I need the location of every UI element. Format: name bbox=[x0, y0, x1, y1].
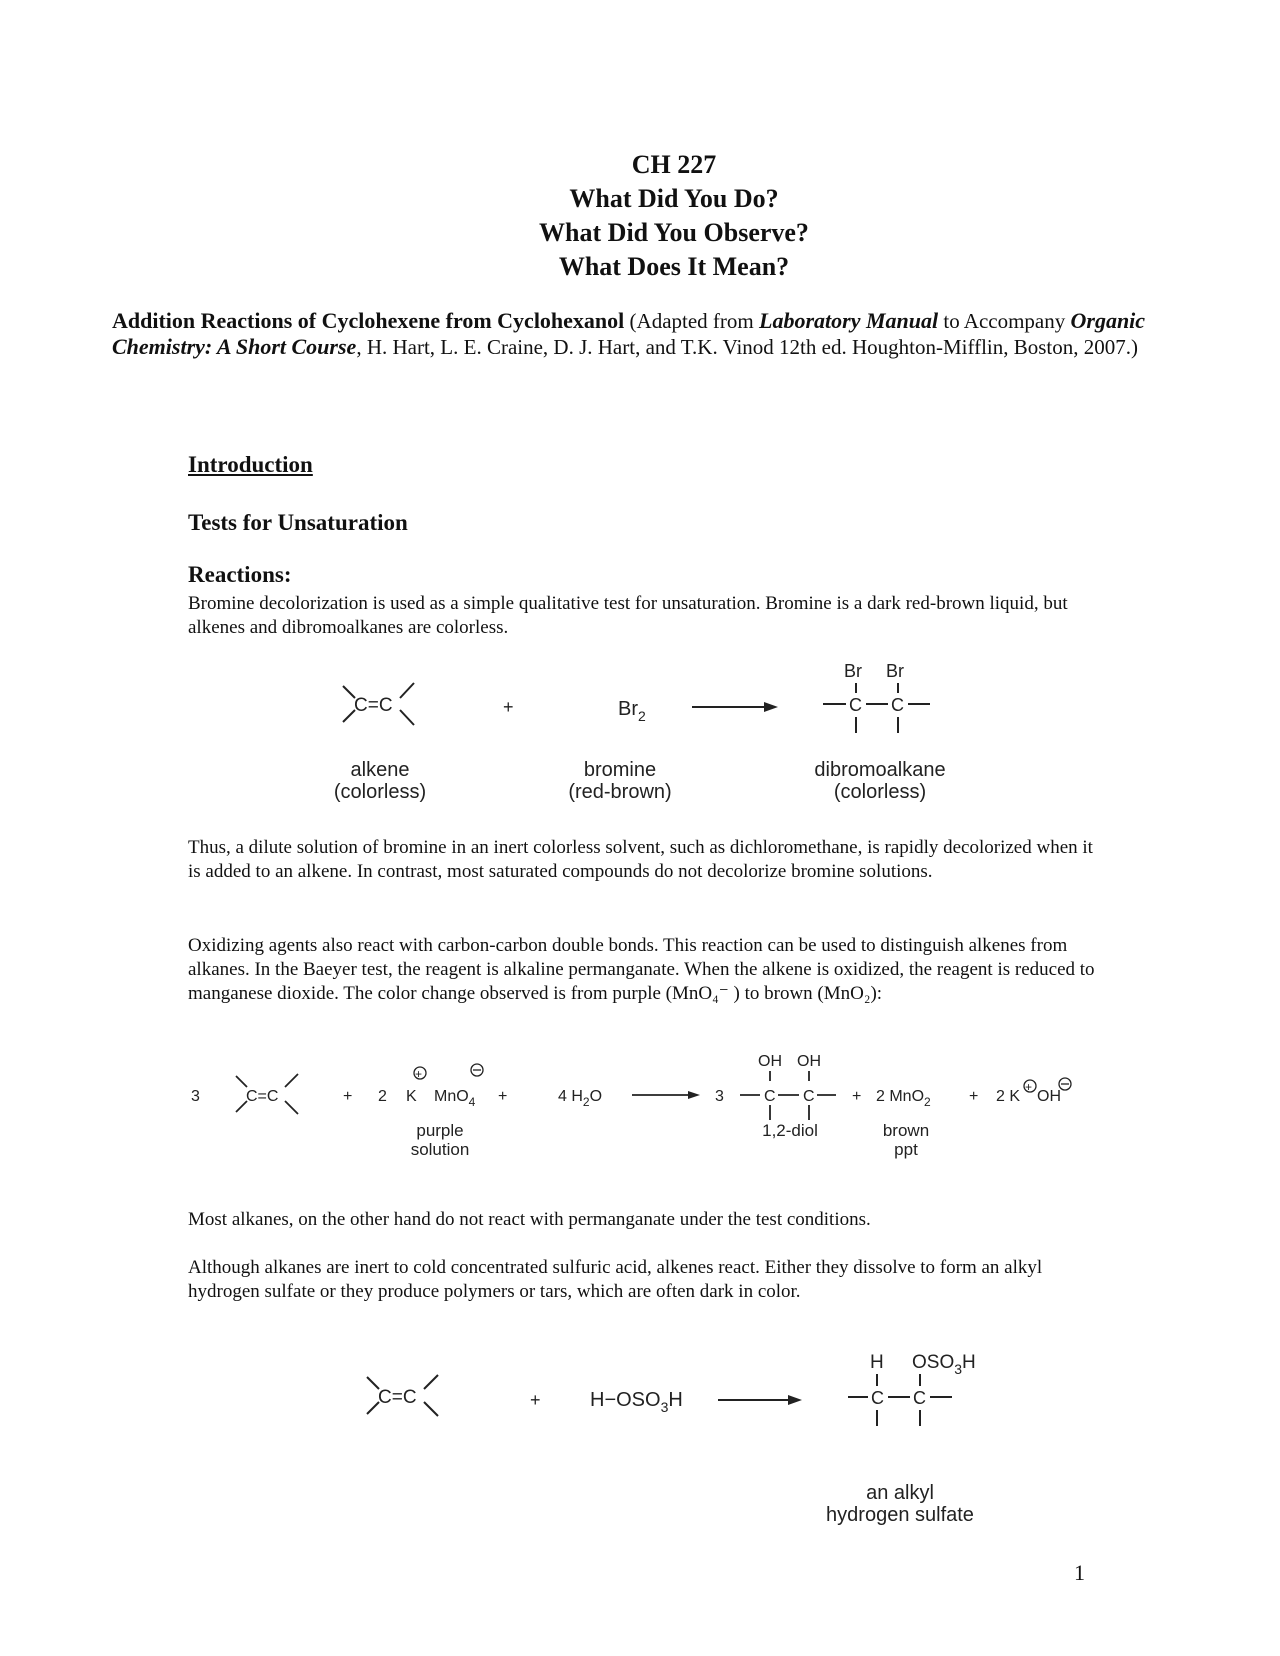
svg-text:OSO3H: $OSO_3H$ bbox=[912, 1352, 976, 1377]
permanganate-oxidation-scheme bbox=[0, 1040, 1280, 1170]
water-formula: 4 $H_2O$ bbox=[558, 1088, 603, 1109]
diol-label: 1,2-diol bbox=[762, 1121, 818, 1140]
experiment-attribution bbox=[112, 308, 1172, 360]
svg-text:OH: OH bbox=[1037, 1088, 1061, 1105]
svg-text:2 K: 2 K bbox=[996, 1088, 1021, 1105]
manual-title: Laboratory Manual bbox=[759, 308, 939, 333]
potassium-permanganate bbox=[406, 1064, 483, 1109]
adapted-from: (Adapted from bbox=[629, 309, 754, 333]
dibromoalkane-label: dibromoalkane (colorless) bbox=[814, 759, 946, 803]
experiment-title: Addition Reactions of Cyclohexene from Cyclohexanol bbox=[112, 308, 625, 333]
paragraph-baeyer-test: Oxidizing agents also react with carbon-carbon double bonds. This reaction can be used to distinguish alkenes from alkanes. In the Baeyer test, the reagent is alkaline permanganate. When the alkene is oxidized, the reagent is reduced to manganese dioxide. The color change observed is from purple (MnO₄⁻ ) to brown (MnO₂): bbox=[188, 935, 1095, 1004]
authors: , H. Hart, L. E. Craine, D. J. Hart, and T.K. Vinod 12th ed. Houghton-Mifflin, Boston, 2007.) bbox=[356, 335, 1138, 359]
sulfuric-acid-addition-scheme bbox=[0, 1340, 1280, 1460]
title-what-did-you-observe: What Did You Observe? bbox=[539, 218, 809, 247]
brown-ppt-label: brown ppt bbox=[882, 1121, 930, 1159]
plus-sign: + bbox=[503, 697, 514, 717]
svg-text:Br: Br bbox=[844, 661, 862, 681]
bromine-label: bromine (red-brown) bbox=[568, 759, 672, 803]
potassium-hydroxide bbox=[996, 1078, 1071, 1105]
svg-text:+: + bbox=[498, 1088, 508, 1105]
alkene-structure bbox=[343, 683, 414, 725]
svg-text:3: 3 bbox=[715, 1088, 724, 1105]
svg-text:C=C: C=C bbox=[354, 695, 393, 716]
alkene-structure-2 bbox=[236, 1074, 298, 1114]
svg-text:2: 2 bbox=[378, 1088, 387, 1105]
paragraph-bromine-decolorization: Bromine decolorization is used as a simple qualitative test for unsaturation. Bromine is a dark red-brown liquid, but alkenes and dibromoalkanes are colorless. bbox=[188, 593, 1068, 638]
svg-text:Br: Br bbox=[886, 661, 904, 681]
alkyl-hydrogen-sulfate-structure bbox=[848, 1352, 976, 1426]
paragraph-decolorization: Thus, a dilute solution of bromine in an inert colorless solvent, such as dichloromethane, is rapidly decolorized when it is added to an alkene. In contrast, most saturated compounds do not decolorize bromine solutions. bbox=[188, 837, 1093, 882]
alkene-label: alkene (colorless) bbox=[333, 759, 427, 803]
diol-structure bbox=[740, 1053, 836, 1120]
svg-text:C=C: C=C bbox=[378, 1387, 417, 1408]
alkene-structure-3 bbox=[367, 1375, 438, 1416]
svg-text:+: + bbox=[1025, 1080, 1033, 1094]
purple-solution-label: purple solution bbox=[410, 1121, 470, 1159]
book-title: Organic Chemistry: A Short Course bbox=[112, 308, 1146, 359]
page-number: 1 bbox=[1074, 1560, 1085, 1585]
svg-text:C: C bbox=[871, 1388, 884, 1408]
svg-text:C=C: C=C bbox=[246, 1088, 279, 1105]
reactions-heading: Reactions: bbox=[188, 562, 292, 587]
dibromoalkane-structure bbox=[823, 661, 930, 733]
svg-text:+: + bbox=[530, 1390, 541, 1410]
course-title: CH 227 bbox=[631, 150, 717, 179]
paragraph-sulfuric-acid: Although alkanes are inert to cold concentrated sulfuric acid, alkenes react. Either they dissolve to form an alkyl hydrogen sulfate or they produce polymers or tars, which are often dark in color. bbox=[188, 1257, 1043, 1302]
svg-text:OH: OH bbox=[797, 1053, 821, 1070]
svg-text:+: + bbox=[969, 1088, 979, 1105]
svg-text:MnO4: MnO$_4$ bbox=[434, 1088, 476, 1109]
tests-heading: Tests for Unsaturation bbox=[188, 510, 408, 535]
svg-text:C: C bbox=[891, 695, 904, 715]
svg-text:C: C bbox=[913, 1388, 926, 1408]
sulfuric-acid-formula: $H-OSO_3H$ bbox=[590, 1389, 683, 1415]
manganese-dioxide: 2 MnO$_2$ bbox=[876, 1088, 931, 1109]
bromine-formula: $Br_2$ bbox=[618, 698, 646, 724]
introduction-heading: Introduction bbox=[188, 452, 313, 477]
title-what-did-you-do: What Did You Do? bbox=[569, 184, 779, 213]
svg-text:H: H bbox=[870, 1352, 884, 1373]
alkyl-hydrogen-sulfate-label: an alkyl hydrogen sulfate bbox=[826, 1482, 974, 1526]
to-accompany: to Accompany bbox=[943, 309, 1066, 333]
reaction-arrow bbox=[692, 702, 778, 712]
reaction-arrow-3 bbox=[718, 1395, 802, 1405]
svg-text:C: C bbox=[803, 1088, 815, 1105]
paragraph-alkanes-permanganate: Most alkanes, on the other hand do not react with permanganate under the test conditions. bbox=[188, 1209, 871, 1230]
title-what-does-it-mean: What Does It Mean? bbox=[558, 252, 790, 281]
svg-text:C: C bbox=[764, 1088, 776, 1105]
alkene-coefficient: 3 bbox=[191, 1088, 200, 1105]
svg-text:K: K bbox=[406, 1088, 417, 1105]
reaction-arrow-2 bbox=[632, 1091, 700, 1099]
svg-text:+: + bbox=[415, 1067, 423, 1081]
svg-text:C: C bbox=[849, 695, 862, 715]
svg-text:OH: OH bbox=[758, 1053, 782, 1070]
svg-text:+: + bbox=[852, 1088, 862, 1105]
svg-text:+: + bbox=[343, 1088, 353, 1105]
